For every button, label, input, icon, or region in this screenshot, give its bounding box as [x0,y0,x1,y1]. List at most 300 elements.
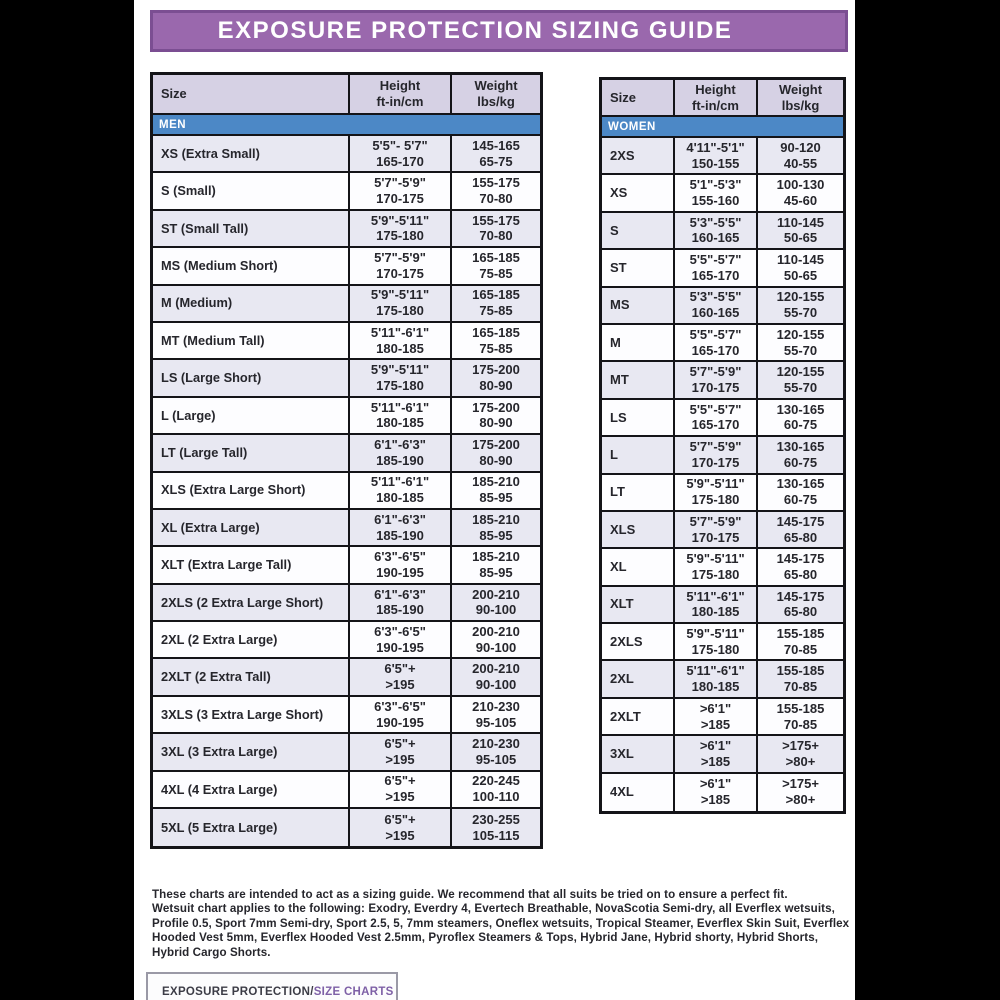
height-cell [350,772,452,807]
height-cm: 175-180 [691,641,740,657]
table-row [153,585,540,622]
weight-lbs: 175-200 [472,399,520,415]
size-cell: M [602,325,675,360]
weight-cell [452,622,540,657]
size-cell: L [602,437,675,472]
table-row [153,510,540,547]
height-cm: 190-195 [376,639,424,655]
size-cell: XLS [602,512,675,547]
table-row [153,248,540,285]
height-cm: >185 [700,792,731,808]
weight-cell [758,549,843,584]
weight-lbs: 145-175 [776,588,825,604]
height-cm: 170-175 [376,265,424,281]
height-cell [350,360,452,395]
weight-kg: 55-70 [783,305,818,321]
weight-kg: 60-75 [783,454,818,470]
height-ft-in: 5'3"-5'5" [689,214,742,230]
weight-cell [452,136,540,171]
height-cell [350,734,452,769]
height-cell [675,774,758,811]
height-ft-in: 6'1"-6'3" [374,586,426,602]
table-row [602,475,843,512]
weight-cell [452,734,540,769]
weight-kg: 55-70 [783,342,818,358]
weight-cell [452,547,540,582]
size-cell: 2XLS (2 Extra Large Short) [153,585,350,620]
weight-cell [758,475,843,510]
table-row [153,622,540,659]
table-row [153,286,540,323]
height-ft-in: 6'1"-6'3" [374,511,426,527]
size-cell: MT (Medium Tall) [153,323,350,358]
height-cell [675,587,758,622]
height-ft-in: 5'1"-5'3" [689,177,742,193]
column-header-weight [452,75,540,113]
height-cm: 165-170 [691,342,740,358]
height-ft-in: >6'1" [699,776,732,792]
height-cm: 180-185 [691,679,740,695]
height-ft-in: 5'7"-5'9" [374,175,426,191]
height-cm: >195 [385,827,415,843]
weight-lbs: 210-230 [472,736,520,752]
height-ft-in: 6'3"-6'5" [374,623,426,639]
size-cell: XS (Extra Small) [153,136,350,171]
size-cell: 2XS [602,138,675,173]
size-cell: S [602,213,675,248]
column-header-weight-label: Weight [474,78,518,94]
height-ft-in: 6'5"+ [384,811,416,827]
weight-lbs: 100-130 [776,177,825,193]
weight-kg: 50-65 [783,230,818,246]
size-cell: XLT [602,587,675,622]
height-ft-in: 6'3"-6'5" [374,698,426,714]
column-header-weight-units: lbs/kg [477,94,515,109]
weight-kg: 105-115 [472,827,520,843]
size-cell: XS [602,175,675,210]
weight-lbs: 155-175 [472,212,520,228]
weight-lbs: 120-155 [776,364,825,380]
table-row [602,362,843,399]
weight-lbs: 200-210 [472,623,520,639]
women-sizing-table [599,77,846,814]
weight-lbs: 165-185 [472,287,520,303]
weight-kg: 70-80 [479,228,513,244]
right-black-border [855,0,1000,1000]
height-cell [350,136,452,171]
height-ft-in: >6'1" [699,700,732,716]
weight-lbs: 220-245 [472,773,520,789]
weight-cell [452,809,540,846]
size-cell: ST (Small Tall) [153,211,350,246]
weight-kg: 45-60 [783,193,818,209]
height-ft-in: 5'9"-5'11" [686,625,745,641]
weight-cell [758,699,843,734]
height-cm: 175-180 [376,228,424,244]
weight-lbs: 185-210 [472,474,520,490]
height-cm: 155-160 [691,193,740,209]
weight-cell [758,661,843,696]
table-row [602,213,843,250]
height-cm: 165-170 [691,267,740,283]
left-black-border [0,0,134,1000]
column-header-height-label: Height [695,81,736,97]
weight-kg: 70-85 [783,641,818,657]
weight-lbs: 175-200 [472,436,520,452]
height-cell [675,437,758,472]
weight-cell [452,585,540,620]
height-cell [675,325,758,360]
column-header-size: Size [602,80,675,115]
height-cell [675,736,758,771]
table-row [602,736,843,773]
size-cell: MS [602,288,675,323]
weight-cell [758,400,843,435]
height-cell [675,362,758,397]
height-cell [350,248,452,283]
table-row [602,175,843,212]
column-header-weight-label: Weight [778,81,823,97]
size-cell: XLS (Extra Large Short) [153,473,350,508]
column-header-height-units: ft-in/cm [692,97,739,113]
height-ft-in: 5'9"-5'11" [686,551,745,567]
table-row [602,400,843,437]
height-cm: 165-170 [691,417,740,433]
height-ft-in: 5'7"-5'9" [689,438,742,454]
tab-label-section: EXPOSURE PROTECTION/ [162,986,314,998]
height-cell [350,398,452,433]
height-cm: 180-185 [691,604,740,620]
men-sizing-table [150,72,543,849]
size-cell: 3XL [602,736,675,771]
height-cell [675,661,758,696]
table-row [602,437,843,474]
footer-line-1: These charts are intended to act as a sizing guide. We recommend that all suits be tried on to ensure a perfect fit. [152,888,788,901]
size-cell: LS (Large Short) [153,360,350,395]
weight-cell [452,659,540,694]
column-header-weight-units: lbs/kg [781,97,820,113]
height-cm: 180-185 [376,340,424,356]
height-cell [675,512,758,547]
height-cm: 190-195 [376,564,424,580]
weight-cell [452,435,540,470]
height-ft-in: 6'5"+ [384,661,416,677]
tab-label-subsection: SIZE CHARTS [313,986,394,998]
weight-lbs: 165-185 [472,324,520,340]
column-header-height [350,75,452,113]
weight-kg: 75-85 [479,340,513,356]
table-row [153,435,540,472]
height-cm: >195 [385,751,415,767]
height-cm: 175-180 [691,492,740,508]
size-cell: M (Medium) [153,286,350,321]
weight-lbs: 130-165 [776,438,825,454]
weight-kg: 85-95 [479,490,513,506]
weight-cell [758,250,843,285]
tab-exposure-protection-size-charts[interactable] [146,972,398,1000]
table-row [153,772,540,809]
height-cell [675,549,758,584]
table-row [602,774,843,811]
table-row [153,136,540,173]
height-cm: 175-180 [376,378,424,394]
weight-lbs: 110-145 [777,214,824,230]
column-header-weight [758,80,843,115]
weight-kg: 50-65 [783,267,818,283]
weight-kg: 90-100 [475,602,517,618]
table-row [153,211,540,248]
height-ft-in: >6'1" [699,738,732,754]
size-cell: L (Large) [153,398,350,433]
weight-lbs: 155-175 [472,175,520,191]
men-table-header-row [153,75,540,115]
height-cm: 175-180 [376,303,424,319]
weight-cell [758,512,843,547]
table-row [602,624,843,661]
weight-cell [452,211,540,246]
table-row [153,398,540,435]
weight-cell [452,323,540,358]
height-ft-in: 5'3"-5'5" [689,289,742,305]
table-row [602,699,843,736]
weight-cell [758,288,843,323]
weight-lbs: 210-230 [472,698,520,714]
weight-cell [758,437,843,472]
weight-kg: 70-85 [783,716,818,732]
height-ft-in: 5'7"-5'9" [374,250,426,265]
weight-lbs: 120-155 [776,289,825,305]
height-cell [350,435,452,470]
column-header-height-units: ft-in/cm [376,94,424,109]
table-row [153,360,540,397]
weight-kg: 80-90 [479,415,513,431]
weight-kg: 65-80 [783,566,818,582]
weight-kg: >80+ [785,792,816,808]
height-cell [350,547,452,582]
size-cell: 3XL (3 Extra Large) [153,734,350,769]
height-cell [350,585,452,620]
weight-kg: 65-80 [783,604,818,620]
height-cell [675,400,758,435]
weight-cell [452,360,540,395]
table-row [153,173,540,210]
weight-cell [758,774,843,811]
weight-cell [758,325,843,360]
height-ft-in: 5'9"-5'11" [370,362,430,378]
weight-lbs: 130-165 [776,476,825,492]
size-cell: LT (Large Tall) [153,435,350,470]
weight-cell [758,624,843,659]
height-cell [675,624,758,659]
weight-cell [758,587,843,622]
weight-lbs: 145-165 [472,137,520,153]
table-row [602,288,843,325]
table-row [602,549,843,586]
height-ft-in: 5'11"-6'1" [370,324,430,340]
height-cell [675,288,758,323]
weight-kg: 75-85 [479,265,513,281]
title-banner [150,10,848,52]
height-ft-in: 6'5"+ [384,773,416,789]
height-ft-in: 5'11"-6'1" [686,663,745,679]
height-cell [350,211,452,246]
weight-kg: 75-85 [479,303,513,319]
weight-kg: 100-110 [472,789,520,805]
height-cm: >195 [385,789,415,805]
height-cm: 170-175 [691,380,740,396]
weight-kg: 85-95 [479,527,513,543]
height-ft-in: 6'5"+ [384,736,416,752]
column-header-height-label: Height [379,78,421,94]
height-ft-in: 5'11"-6'1" [686,588,745,604]
height-cm: 170-175 [691,454,740,470]
weight-kg: 95-105 [475,714,517,730]
height-cm: 160-165 [691,305,740,321]
footer-disclaimer [152,888,855,960]
table-row [153,323,540,360]
size-cell: XL [602,549,675,584]
weight-kg: 90-100 [475,639,517,655]
weight-lbs: 155-185 [776,663,825,679]
footer-line-2: Wetsuit chart applies to the following: Exodry, Everdry 4, Evertech Breathable, NovaScotia Semi-dry, all Everflex wetsuits, Profile 0.5, Sport 7mm Semi-dry, Sport 2.5, 5, 7mm steamers, Oneflex wetsuits, Tropical Steamer, Everflex Skin Suit, Everflex Hooded Vest 5mm, Everflex Hooded Vest 2.5mm, Pyroflex Steamers & Tops, Hybrid Jane, Hybrid shorty, Hybrid Shorts, Hybrid Cargo Shorts. [152,902,850,959]
height-cell [350,809,452,846]
height-ft-in: 6'1"-6'3" [374,436,426,452]
column-header-size: Size [153,75,350,113]
height-cell [350,697,452,732]
height-cell [350,173,452,208]
height-cell [350,659,452,694]
height-cell [675,213,758,248]
size-cell: 4XL [602,774,675,811]
height-cm: 185-190 [376,452,424,468]
weight-kg: 60-75 [783,417,818,433]
size-cell: 5XL (5 Extra Large) [153,809,350,846]
height-cm: >195 [385,677,415,693]
height-ft-in: 5'9"-5'11" [370,212,430,228]
height-ft-in: 5'5"-5'7" [689,326,742,342]
height-cm: 190-195 [376,714,424,730]
weight-lbs: 200-210 [472,586,520,602]
size-cell: XL (Extra Large) [153,510,350,545]
weight-lbs: 230-255 [472,811,520,827]
weight-kg: 80-90 [479,452,513,468]
table-row [602,661,843,698]
height-ft-in: 5'11"-6'1" [370,474,430,490]
height-ft-in: 5'5"- 5'7" [372,137,428,153]
weight-lbs: 110-145 [777,252,824,267]
table-row [602,512,843,549]
weight-cell [758,736,843,771]
size-cell: LT [602,475,675,510]
weight-lbs: 165-185 [472,250,520,265]
weight-kg: 80-90 [479,378,513,394]
height-cell [350,510,452,545]
height-cell [350,323,452,358]
weight-lbs: 90-120 [780,139,821,155]
height-cm: 170-175 [691,529,740,545]
weight-lbs: 200-210 [472,661,520,677]
weight-cell [452,286,540,321]
weight-cell [758,362,843,397]
weight-lbs: >175+ [782,738,819,754]
height-cell [675,475,758,510]
table-row [153,547,540,584]
weight-kg: 95-105 [475,751,517,767]
weight-kg: 70-85 [783,679,818,695]
group-band-men: MEN [153,115,540,136]
size-cell: S (Small) [153,173,350,208]
weight-lbs: 145-175 [776,513,825,529]
weight-kg: 70-80 [479,191,513,207]
weight-cell [452,398,540,433]
size-cell: LS [602,400,675,435]
height-cm: 185-190 [376,602,424,618]
weight-cell [452,772,540,807]
height-cell [350,622,452,657]
weight-kg: 90-100 [475,677,517,693]
women-table-header-row [602,80,843,117]
table-row [153,659,540,696]
weight-lbs: 120-155 [776,326,825,342]
height-cm: 165-170 [376,153,424,169]
height-ft-in: 5'7"-5'9" [689,513,742,529]
weight-kg: >80+ [785,753,816,769]
weight-kg: 60-75 [783,492,818,508]
weight-cell [452,173,540,208]
size-cell: 2XLT [602,699,675,734]
height-cm: 180-185 [376,415,424,431]
weight-lbs: 185-210 [472,511,520,527]
height-cm: 170-175 [376,191,424,207]
weight-cell [758,138,843,173]
weight-lbs: 155-185 [776,625,825,641]
height-cm: >185 [700,753,731,769]
group-band-women: WOMEN [602,117,843,138]
size-cell: 2XLS [602,624,675,659]
height-cm: 150-155 [691,155,740,171]
height-cm: 180-185 [376,490,424,506]
table-row [153,734,540,771]
table-row [602,250,843,287]
height-cell [675,699,758,734]
size-cell: 2XL [602,661,675,696]
height-ft-in: 5'7"-5'9" [689,364,742,380]
height-ft-in: 5'5"-5'7" [689,252,742,267]
weight-lbs: 175-200 [472,362,520,378]
table-row [153,809,540,846]
height-ft-in: 4'11"-5'1" [686,139,745,155]
table-row [602,138,843,175]
size-cell: XLT (Extra Large Tall) [153,547,350,582]
height-cell [350,286,452,321]
height-cell [675,250,758,285]
size-cell: 3XLS (3 Extra Large Short) [153,697,350,732]
size-cell: 4XL (4 Extra Large) [153,772,350,807]
weight-cell [452,248,540,283]
height-cm: 175-180 [691,566,740,582]
page-title: EXPOSURE PROTECTION SIZING GUIDE [217,17,733,44]
height-cm: 160-165 [691,230,740,246]
height-cell [675,138,758,173]
weight-kg: 40-55 [783,155,818,171]
height-cm: >185 [700,716,731,732]
height-ft-in: 5'11"-6'1" [370,399,430,415]
weight-kg: 65-80 [783,529,818,545]
weight-lbs: >175+ [782,776,819,792]
size-cell: 2XL (2 Extra Large) [153,622,350,657]
size-cell: MS (Medium Short) [153,248,350,283]
weight-cell [758,213,843,248]
